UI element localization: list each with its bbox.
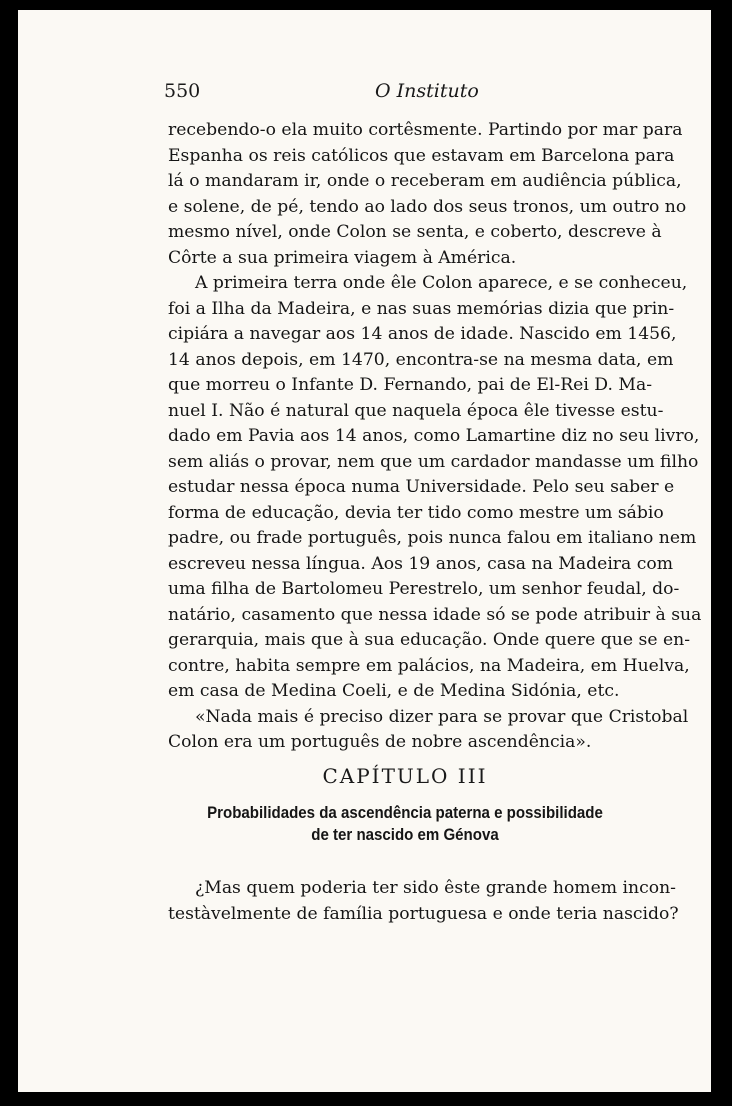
- chapter-heading: CAPÍTULO III: [322, 764, 488, 788]
- text-line: estudar nessa época numa Universidade. Pelo seu saber e: [168, 477, 675, 497]
- text-line: forma de educação, devia ter tido como mestre um sábio: [168, 502, 664, 523]
- text-line: uma filha de Bartolomeu Perestrelo, um senhor feudal, do-: [168, 579, 680, 599]
- text-line: mesmo nível, onde Colon se senta, e coberto, descreve à: [168, 222, 662, 242]
- paragraph-3: [168, 705, 689, 756]
- text-line: dado em Pavia aos 14 anos, como Lamartine diz no seu livro,: [168, 426, 700, 446]
- text-line: gerarquia, mais que à sua educação. Onde quere que se en-: [168, 630, 691, 650]
- text-line: que morreu o Infante D. Fernando, pai de El-Rei D. Ma-: [168, 375, 653, 395]
- text-line: escreveu nessa língua. Aos 19 anos, casa na Madeira com: [168, 553, 674, 574]
- text-line: Espanha os reis católicos que estavam em Barcelona para: [168, 145, 675, 166]
- text-line: ¿Mas quem poderia ter sido êste grande homem incon-: [195, 878, 676, 898]
- text-line: e solene, de pé, tendo ao lado dos seus tronos, um outro no: [168, 196, 687, 217]
- text-line: contre, habita sempre em palácios, na Madeira, em Huelva,: [168, 655, 690, 676]
- page-number: 550: [164, 80, 201, 102]
- chapter-title-line: Probabilidades da ascendência paterna e possibilidade: [207, 804, 603, 822]
- text-line: «Nada mais é preciso dizer para se provar que Cristobal: [195, 706, 689, 727]
- text-line: A primeira terra onde êle Colon aparece, e se conheceu,: [195, 273, 688, 293]
- text-line: Côrte a sua primeira viagem à América.: [168, 247, 517, 268]
- text-line: padre, ou frade português, pois nunca falou em italiano nem: [168, 528, 697, 548]
- text-line: nuel I. Não é natural que naquela época êle tivesse estu-: [168, 400, 664, 421]
- text-line: 14 anos depois, em 1470, encontra-se na mesma data, em: [168, 349, 674, 370]
- paragraph-2: [168, 271, 702, 705]
- text-line: natário, casamento que nessa idade só se pode atribuir à sua: [168, 604, 702, 625]
- text-line: lá o mandaram ir, onde o receberam em audiência pública,: [168, 171, 682, 191]
- page-header: [164, 76, 654, 106]
- chapter-title-line: de ter nascido em Génova: [311, 826, 499, 844]
- text-line: testàvelmente de família portuguesa e onde teria nascido?: [168, 903, 679, 924]
- chapter-title: [185, 802, 626, 846]
- text-line: recebendo-o ela muito cortêsmente. Partindo por mar para: [168, 120, 683, 140]
- body-text-upper: [168, 118, 702, 756]
- paragraph-1: [168, 118, 687, 271]
- text-line: cipiára a navegar aos 14 anos de idade. Nascido em 1456,: [168, 324, 677, 344]
- running-title: O Instituto: [375, 80, 479, 102]
- text-line: foi a Ilha da Madeira, e nas suas memórias dizia que prin-: [168, 298, 675, 319]
- text-line: sem aliás o provar, nem que um cardador mandasse um filho: [168, 451, 699, 472]
- text-line: em casa de Medina Coeli, e de Medina Sidónia, etc.: [168, 681, 620, 701]
- text-line: Colon era um português de nobre ascendência».: [168, 732, 592, 752]
- paragraph-4: [168, 876, 679, 927]
- book-page: [18, 10, 711, 1092]
